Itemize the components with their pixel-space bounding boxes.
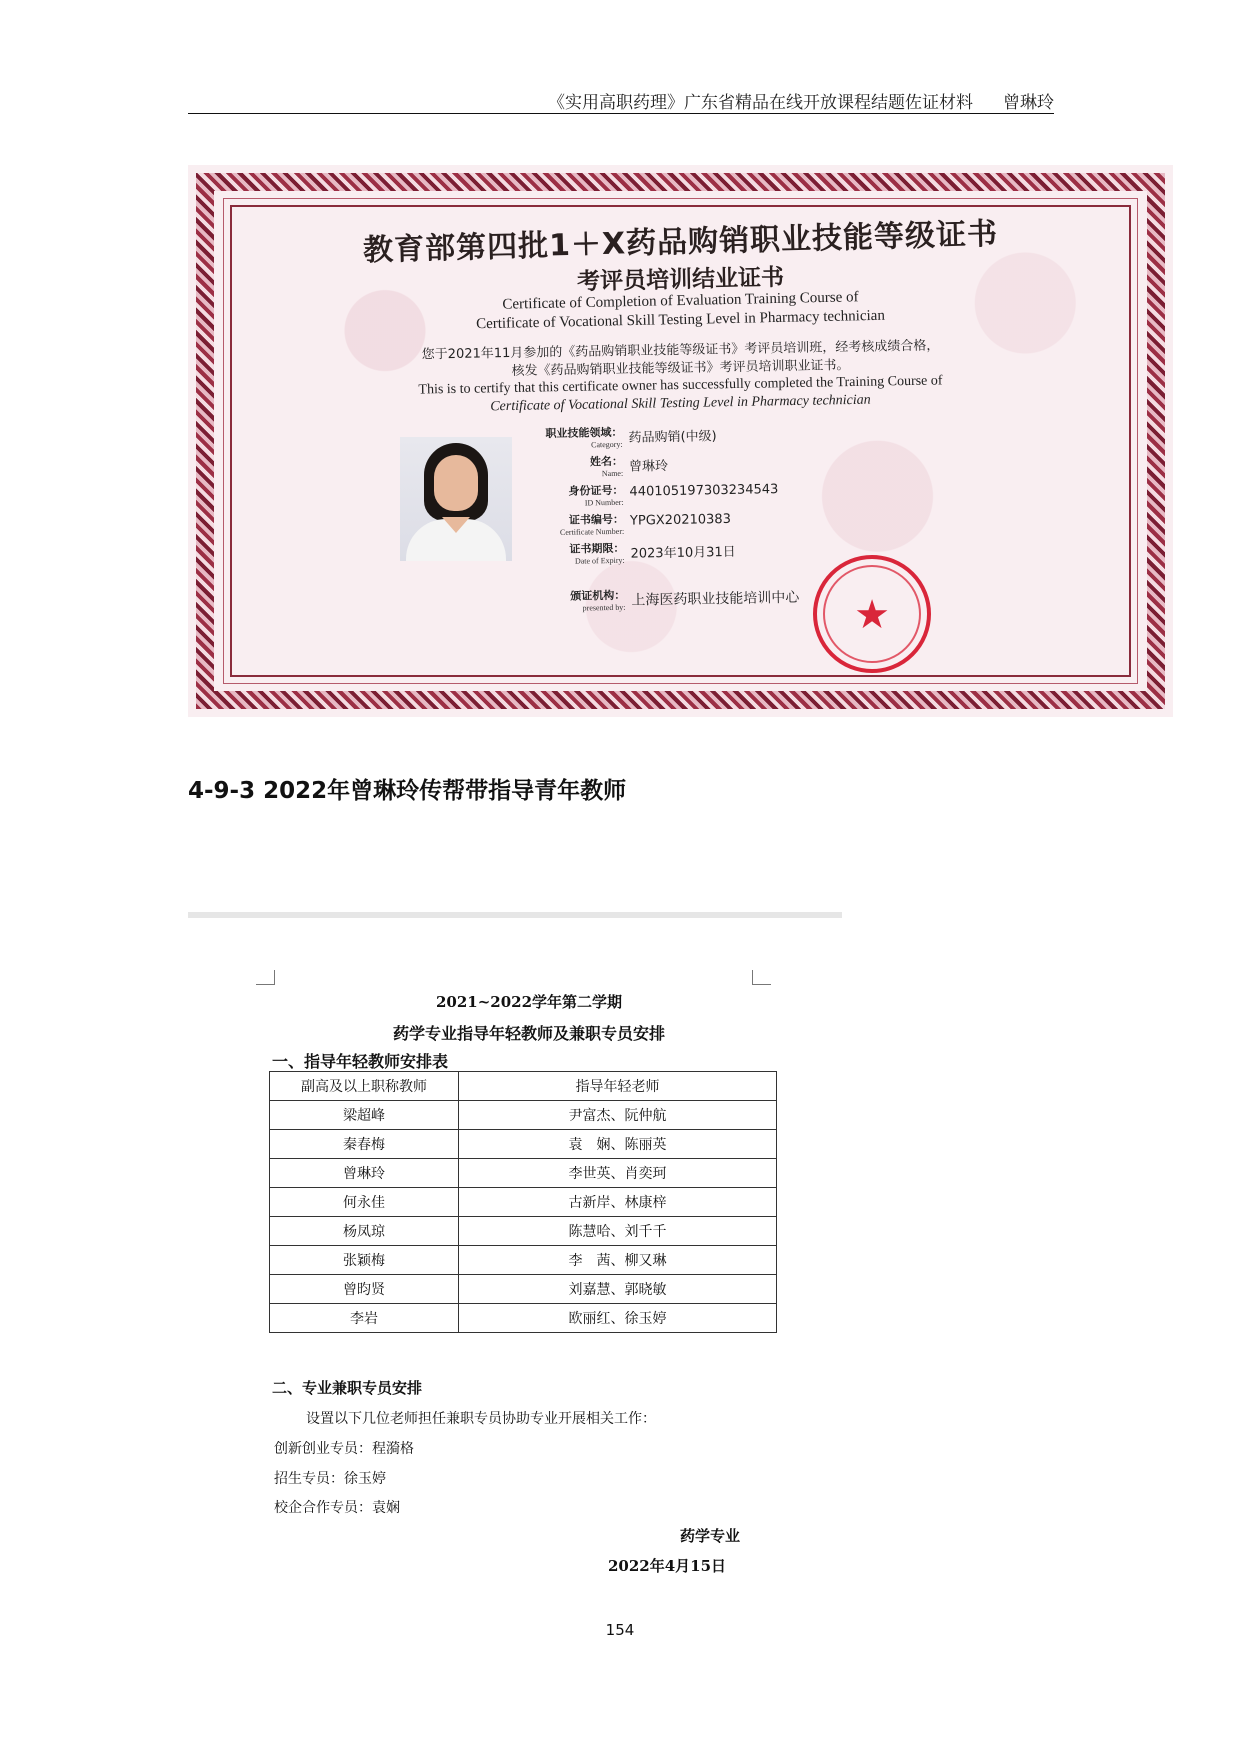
young-teachers-cell: 李世英、肖奕珂 — [459, 1159, 777, 1188]
crop-mark-right — [752, 970, 771, 985]
certificate-subtitle: 考评员培训结业证书 — [576, 264, 785, 296]
table-row — [270, 1159, 777, 1188]
senior-teacher-cell: 梁超峰 — [270, 1101, 459, 1130]
table-header-cell: 副高及以上职称教师 — [270, 1072, 459, 1101]
crop-mark-left — [256, 970, 275, 985]
certificate-en-title-1: Certificate of Completion of Evaluation Training Course of — [502, 289, 859, 313]
senior-teacher-cell: 曾琳玲 — [270, 1159, 459, 1188]
table-row — [270, 1130, 777, 1159]
header-rule — [188, 113, 1054, 114]
field-value: 440105197303234543 — [629, 482, 779, 500]
document-intro: 设置以下几位老师担任兼职专员协助专业开展相关工作： — [306, 1411, 656, 1427]
certificate-image — [188, 165, 1173, 717]
document-section-2-heading: 二、专业兼职专员安排 — [272, 1379, 423, 1397]
field-label-en: presented by: — [582, 602, 626, 613]
header-title: 《实用高职药理》广东省精品在线开放课程结题佐证材料 — [548, 93, 973, 113]
young-teachers-cell: 古新岸、林康梓 — [459, 1188, 777, 1217]
field-value: 上海医药职业技能培训中心 — [631, 589, 800, 609]
table-row — [270, 1275, 777, 1304]
signature-date: 2022年4月15日 — [608, 1557, 727, 1575]
young-teachers-cell: 李 茜、柳又琳 — [459, 1246, 777, 1275]
field-label-en: Date of Expiry: — [574, 555, 625, 566]
red-seal-stamp — [813, 555, 931, 673]
document-term: 2021~2022学年第二学期 — [435, 993, 623, 1011]
field-label: 姓名： — [589, 454, 624, 469]
running-header — [188, 88, 1054, 113]
senior-teacher-cell: 何永佳 — [270, 1188, 459, 1217]
field-label: 证书期限： — [569, 541, 625, 556]
certificate-body-1: 您于2021年11月参加的《药品购销职业技能等级证书》考评员培训班，经考核成绩合格， — [421, 338, 940, 363]
field-label-en: Name: — [601, 468, 624, 479]
section-heading: 4-9-3 2022年曾琳玲传帮带指导青年教师 — [188, 778, 627, 804]
table-header-row — [270, 1072, 777, 1101]
young-teachers-cell: 袁 娴、陈丽英 — [459, 1130, 777, 1159]
field-value: 药品购销(中级) — [628, 429, 717, 446]
role-line: 校企合作专员：袁娴 — [274, 1500, 400, 1516]
senior-teacher-cell: 李岩 — [270, 1304, 459, 1333]
senior-teacher-cell: 张颖梅 — [270, 1246, 459, 1275]
star-icon: ★ — [854, 592, 890, 638]
certificate-en-title-2: Certificate of Vocational Skill Testing Level in Pharmacy technician — [475, 307, 886, 333]
document-section-1-heading: 一、指导年轻教师安排表 — [272, 1052, 449, 1071]
senior-teacher-cell: 秦春梅 — [270, 1130, 459, 1159]
field-label-en: ID Number: — [584, 497, 624, 508]
field-label-en: Category: — [591, 439, 623, 450]
senior-teacher-cell: 杨凤琼 — [270, 1217, 459, 1246]
young-teachers-cell: 刘嘉慧、郭晓敏 — [459, 1275, 777, 1304]
role-line: 招生专员：徐玉婷 — [274, 1471, 386, 1487]
certificate-portrait-photo — [400, 437, 512, 561]
field-value: YPGX20210383 — [629, 511, 732, 529]
field-value: 2023年10月31日 — [630, 544, 736, 562]
field-value: 曾琳玲 — [628, 459, 669, 475]
table-header-cell: 指导年轻老师 — [459, 1072, 777, 1101]
young-teachers-cell: 欧丽红、徐玉婷 — [459, 1304, 777, 1333]
role-line: 创新创业专员：程漪格 — [274, 1441, 414, 1457]
table-row — [270, 1304, 777, 1333]
table-row — [270, 1246, 777, 1275]
certificate-body-2: 核发《药品购销职业技能等级证书》考评员培训职业证书。 — [511, 358, 850, 379]
table-row — [270, 1217, 777, 1246]
document-title: 药学专业指导年轻教师及兼职专员安排 — [392, 1024, 665, 1043]
senior-teacher-cell: 曾昀贤 — [270, 1275, 459, 1304]
signature-department: 药学专业 — [680, 1527, 741, 1545]
field-label: 职业技能领域： — [545, 425, 623, 441]
certificate-en-body-1: This is to certify that this certificate owner has successfully completed the Training Course of — [418, 373, 943, 398]
table-body — [270, 1101, 777, 1333]
header-author: 曾琳玲 — [1003, 93, 1054, 113]
field-label: 颁证机构： — [570, 588, 626, 603]
scan-top-edge — [188, 912, 842, 918]
young-teachers-cell: 陈慧哈、刘千千 — [459, 1217, 777, 1246]
table-row — [270, 1101, 777, 1130]
page-number: 154 — [605, 1621, 635, 1639]
table-row — [270, 1188, 777, 1217]
young-teachers-cell: 尹富杰、阮仲航 — [459, 1101, 777, 1130]
certificate-title: 教育部第四批1＋X药品购销职业技能等级证书 — [362, 216, 999, 269]
certificate-en-body-2: Certificate of Vocational Skill Testing Level in Pharmacy technician — [490, 392, 871, 415]
field-label-en: Certificate Number: — [559, 526, 625, 537]
field-label: 证书编号： — [568, 512, 625, 527]
mentoring-table — [269, 1071, 777, 1333]
field-label: 身份证号： — [568, 483, 624, 498]
